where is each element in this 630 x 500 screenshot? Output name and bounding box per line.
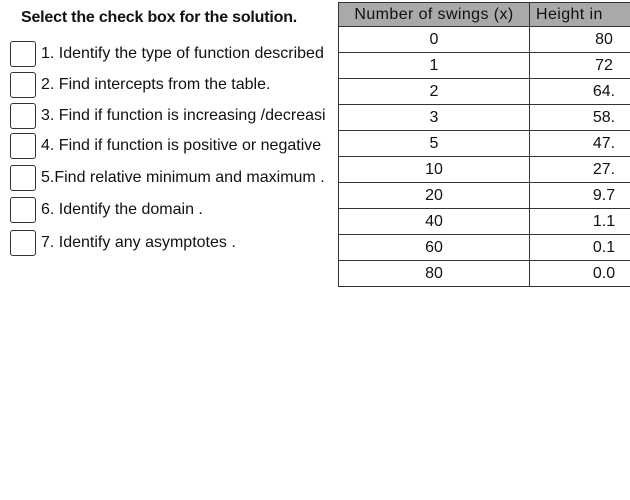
table-row (339, 183, 630, 209)
height-cell: 9.7 (530, 183, 630, 209)
height-cell: 80 (530, 27, 630, 53)
task-checkbox-6[interactable] (10, 197, 36, 223)
height-cell: 72 (530, 53, 630, 79)
task-item-6 (10, 197, 340, 225)
task-checkbox-2[interactable] (10, 72, 36, 98)
swings-cell: 2 (339, 79, 530, 105)
task-label-7: 7. Identify any asymptotes . (41, 234, 236, 251)
height-cell: 58. (530, 105, 630, 131)
task-label-3: 3. Find if function is increasing /decreasi (41, 107, 326, 124)
task-item-2 (10, 72, 340, 100)
task-checkbox-7[interactable] (10, 230, 36, 256)
table-row (339, 53, 630, 79)
table-row (339, 235, 630, 261)
swings-height-table (338, 2, 630, 287)
height-cell: 1.1 (530, 209, 630, 235)
swings-cell: 40 (339, 209, 530, 235)
task-checkbox-4[interactable] (10, 133, 36, 159)
swings-cell: 10 (339, 157, 530, 183)
table-header-row (339, 3, 630, 27)
task-item-7 (10, 230, 340, 258)
table-row (339, 261, 630, 287)
height-cell: 0.1 (530, 235, 630, 261)
swings-cell: 80 (339, 261, 530, 287)
height-cell: 0.0 (530, 261, 630, 287)
task-checkbox-3[interactable] (10, 103, 36, 129)
swings-cell: 20 (339, 183, 530, 209)
task-label-1: 1. Identify the type of function described (41, 45, 324, 62)
table-row (339, 157, 630, 183)
task-item-3 (10, 103, 340, 131)
swings-cell: 5 (339, 131, 530, 157)
task-item-1 (10, 41, 340, 69)
swings-cell: 1 (339, 53, 530, 79)
task-label-5: 5.Find relative minimum and maximum . (41, 169, 325, 186)
task-item-5 (10, 165, 340, 193)
height-cell: 64. (530, 79, 630, 105)
table-row (339, 27, 630, 53)
task-label-4: 4. Find if function is positive or negative (41, 137, 322, 154)
header-height: Height in (530, 3, 630, 27)
task-label-6: 6. Identify the domain . (41, 201, 203, 218)
table-row (339, 105, 630, 131)
height-cell: 47. (530, 131, 630, 157)
task-item-4 (10, 133, 340, 161)
table-row (339, 209, 630, 235)
header-number-of-swings: Number of swings (x) (339, 3, 530, 27)
swings-cell: 60 (339, 235, 530, 261)
data-table-container (338, 2, 630, 288)
task-checkbox-1[interactable] (10, 41, 36, 67)
table-row (339, 131, 630, 157)
table-row (339, 79, 630, 105)
swings-cell: 0 (339, 27, 530, 53)
instructions-heading: Select the check box for the solution. (21, 9, 298, 26)
swings-cell: 3 (339, 105, 530, 131)
task-label-2: 2. Find intercepts from the table. (41, 76, 271, 93)
task-checkbox-5[interactable] (10, 165, 36, 191)
height-cell: 27. (530, 157, 630, 183)
